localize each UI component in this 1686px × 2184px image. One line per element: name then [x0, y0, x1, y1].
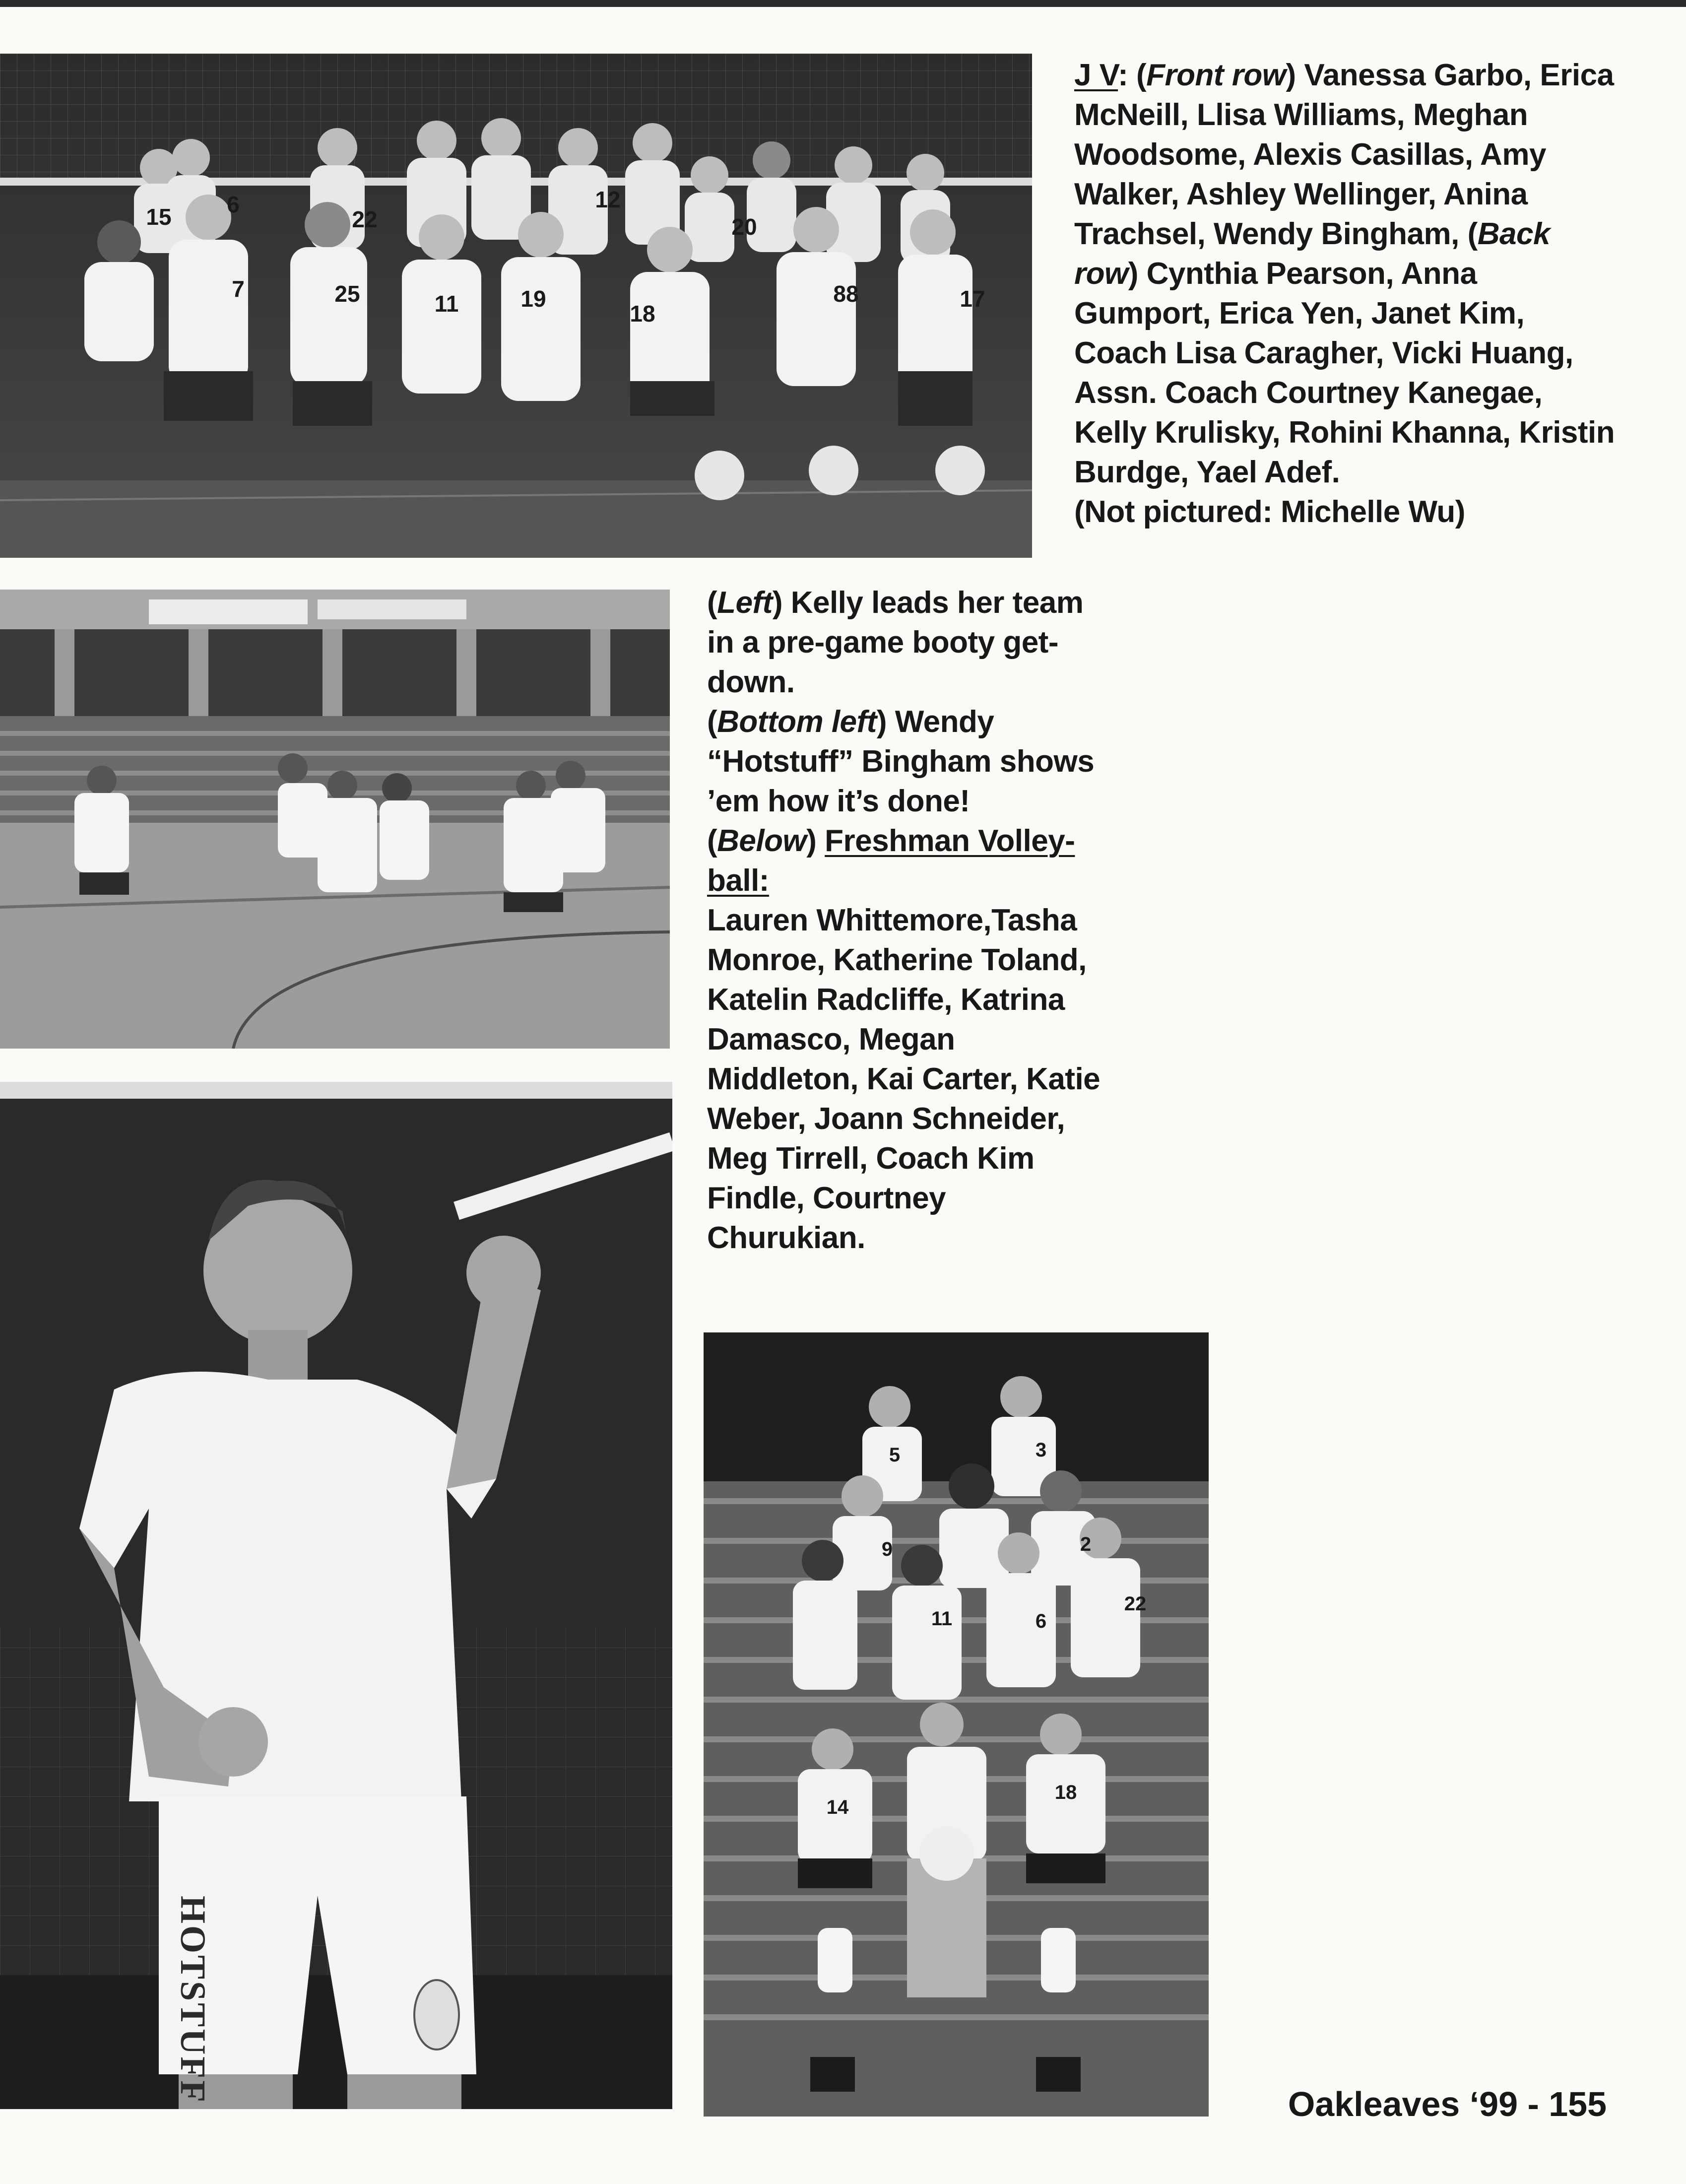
jv-jersey-number: 19	[520, 286, 546, 312]
freshman-jersey-number: 11	[931, 1608, 953, 1630]
jv-jersey-number: 18	[630, 301, 655, 327]
jv-label-sep: :	[1118, 58, 1128, 92]
back-row-names: Cynthia Pearson, Anna Gumport, Erica Yen, Janet Kim, Coach Lisa Caragher, Vicki Huang, Assn. Coach Courtney Kanegae, Kelly Krulisky, Rohini Khanna, Kristin Burdge, Yael Adef.	[1074, 257, 1615, 489]
jv-jersey-number: 17	[960, 286, 985, 312]
freshman-jersey-number: 22	[1124, 1593, 1147, 1615]
hotstuff-photo	[0, 1082, 672, 2109]
freshman-names: Lauren Whittemore,Tasha Monroe, Katherine Toland, Katelin Radcliffe, Katrina Damasco, Megan Middleton, Kai Carter, Katie Weber, Joann Schneider, Meg Tirrell, Coach Kim Findle, Courtney Churukian.	[707, 903, 1101, 1255]
front-row-open: (	[1128, 58, 1147, 92]
front-row-label: Front row	[1146, 58, 1286, 92]
freshman-jersey-number: 18	[1054, 1782, 1077, 1803]
jv-jersey-number: 22	[352, 206, 378, 232]
back-row-label: Back row	[1074, 217, 1550, 291]
jv-jersey-number: 7	[232, 276, 245, 302]
below-label: Below	[717, 824, 807, 858]
jv-team-photo	[0, 54, 1032, 558]
left-photo-caption: (Left) Kelly leads her team in a pre-game booty get-down.	[707, 586, 1084, 699]
jv-jersey-number: 88	[833, 281, 859, 307]
freshman-jersey-number: 5	[889, 1444, 901, 1466]
jv-jersey-number: 15	[146, 204, 172, 230]
jv-jersey-number: 25	[334, 281, 360, 307]
not-pictured-note: (Not pictured: Michelle Wu)	[1074, 495, 1465, 529]
jv-jersey-number: 12	[595, 187, 621, 212]
front-row-names: Vanessa Garbo, Erica McNeill, Llisa Williams, Meghan Woodsome, Alexis Casillas, Amy Walker, Ashley Wellinger, Anina Trachsel, Wendy Bingham,	[1074, 58, 1614, 251]
jv-jersey-number: 11	[434, 291, 459, 317]
jv-jersey-number: 20	[731, 214, 757, 240]
bottom-left-label: Bottom left	[717, 705, 877, 739]
below-photo-caption: (Below) Freshman Volley-ball:	[707, 824, 1075, 898]
page-top-edge	[0, 0, 1686, 7]
back-row-open: (	[1467, 217, 1478, 251]
freshman-jersey-number: 6	[1035, 1610, 1047, 1632]
page-folio: Oakleaves ‘99 - 155	[1288, 2085, 1607, 2123]
back-row-close: )	[1128, 257, 1138, 291]
freshman-jersey-number: 14	[826, 1796, 849, 1818]
front-row-close: )	[1286, 58, 1296, 92]
jv-label: J V	[1074, 58, 1118, 92]
freshman-jersey-number: 2	[1080, 1533, 1092, 1555]
photo-captions	[707, 583, 1104, 1258]
left-label: Left	[717, 586, 773, 620]
freshman-title: Freshman Volley-ball:	[707, 824, 1075, 898]
bottom-left-photo-caption: (Bottom left) Wendy “Hotstuff” Bingham shows ’em how it’s done!	[707, 705, 1095, 818]
shorts-lettering: HOTSTUFF	[173, 1896, 213, 2105]
pregame-photo	[0, 590, 670, 1049]
jv-caption	[1074, 56, 1618, 532]
freshman-jersey-number: 9	[881, 1538, 893, 1560]
freshman-jersey-number: 3	[1035, 1439, 1047, 1461]
freshman-team-photo	[704, 1332, 1209, 2117]
jv-jersey-number: 6	[227, 192, 240, 217]
